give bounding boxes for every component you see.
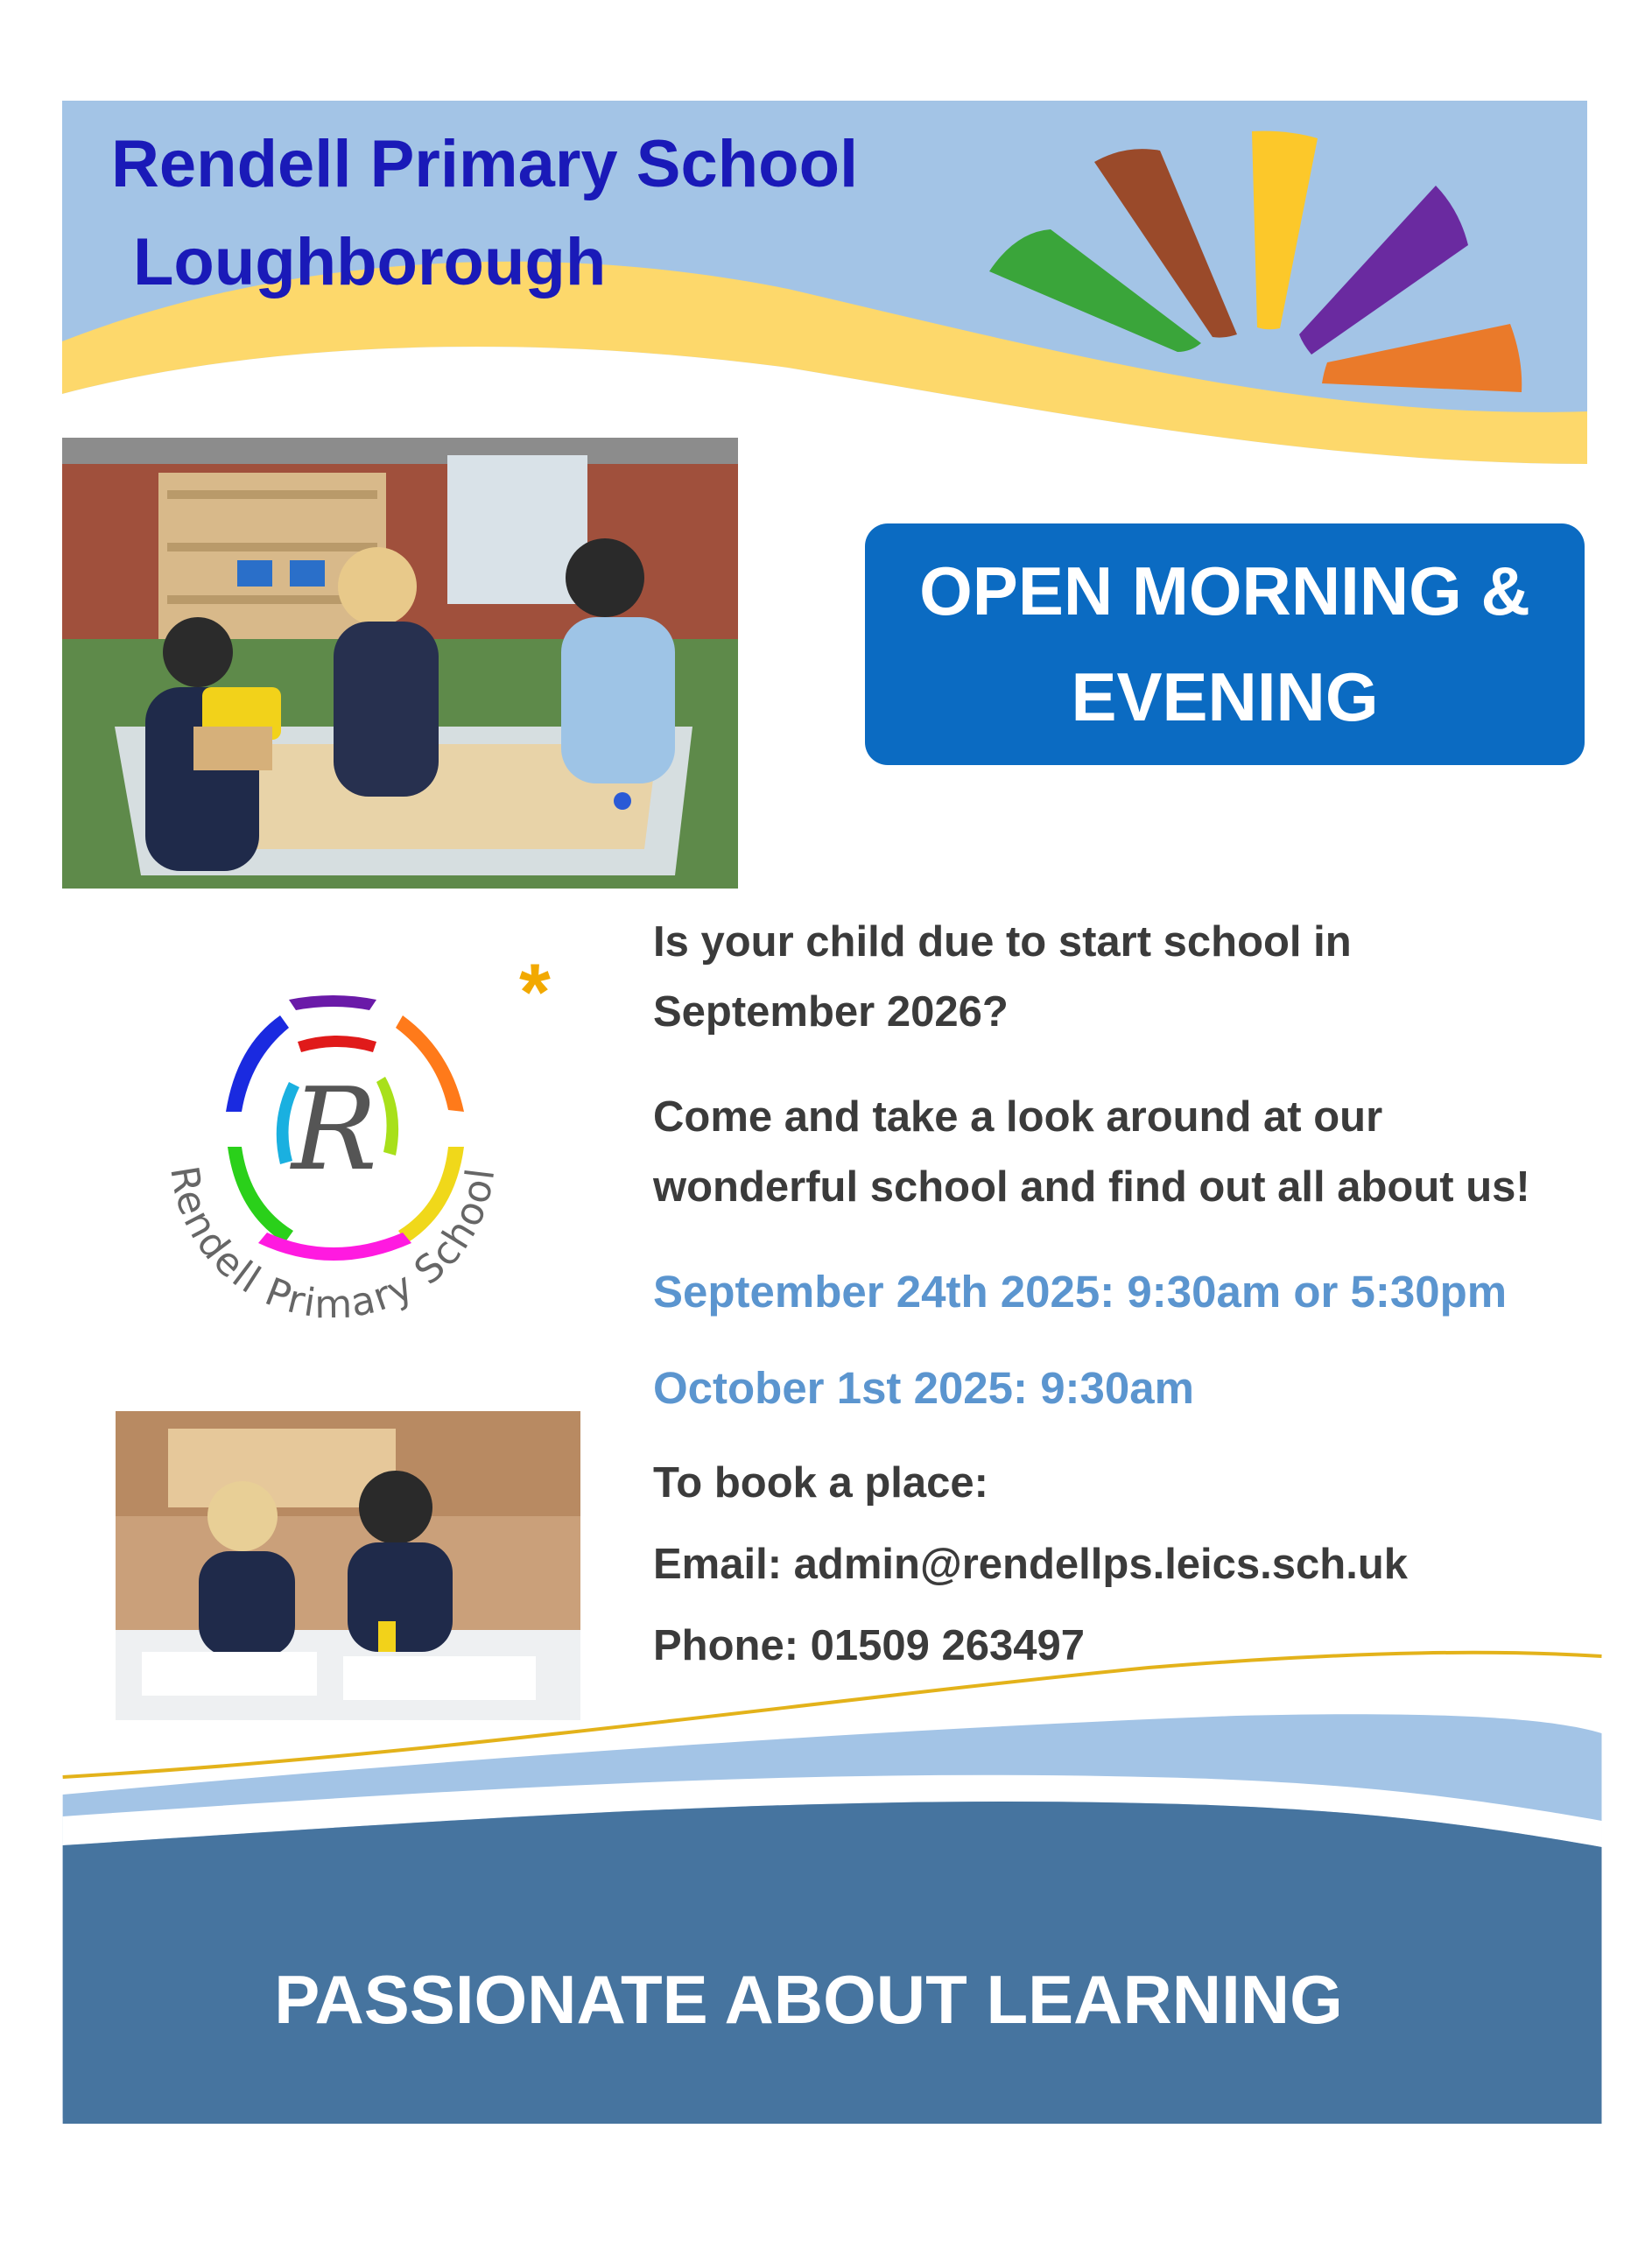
event-banner-line2: EVENING: [1071, 658, 1379, 735]
intro-line-2: September 2026?: [653, 988, 1009, 1036]
logo-letter: R: [292, 1063, 377, 1196]
school-name: Rendell Primary School: [111, 127, 859, 201]
intro-line-1: Is your child due to start school in: [653, 918, 1352, 966]
booking-phone[interactable]: Phone: 01509 263497: [653, 1622, 1086, 1669]
intro-line-3: Come and take a look around at our: [653, 1093, 1383, 1141]
school-town: Loughborough: [133, 225, 607, 299]
footer-slogan: PASSIONATE ABOUT LEARNING: [274, 1961, 1343, 2038]
event-banner: [865, 523, 1585, 765]
event-banner-line1: OPEN MORNING &: [919, 552, 1530, 630]
event-date-2: October 1st 2025: 9:30am: [653, 1363, 1194, 1413]
footer-band: [0, 1637, 1652, 2136]
booking-label: To book a place:: [653, 1459, 988, 1507]
rainbow-ring-logo: [140, 980, 525, 1339]
children-sandpit-photo: [62, 438, 738, 889]
intro-line-4: wonderful school and find out all about us!: [653, 1163, 1530, 1211]
asterisk-icon: *: [519, 948, 551, 1037]
event-date-1: September 24th 2025: 9:30am or 5:30pm: [653, 1267, 1508, 1317]
booking-email[interactable]: Email: admin@rendellps.leics.sch.uk: [653, 1541, 1409, 1588]
logo-ring-text: Rendell Primary School: [161, 1163, 504, 1328]
